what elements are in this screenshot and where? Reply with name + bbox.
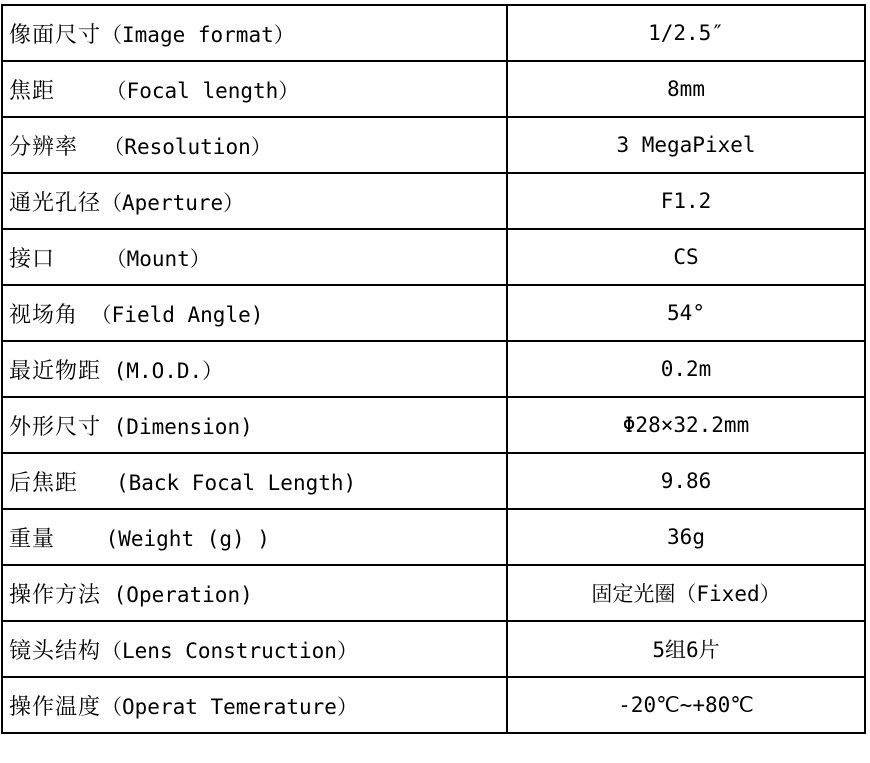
- spec-value: [507, 229, 865, 285]
- spec-value: [507, 341, 865, 397]
- spec-value-text: Φ28×32.2mm: [622, 412, 750, 437]
- spec-label-cn: 通光孔径: [9, 190, 102, 216]
- spec-value-text: -20℃~+80℃: [618, 692, 754, 717]
- spec-label-en: (Operation): [101, 582, 253, 607]
- spec-value: [507, 509, 865, 565]
- spec-label-en: （Image format）: [101, 22, 295, 47]
- spec-row-resolution: [2, 117, 865, 173]
- spec-label: [2, 565, 507, 621]
- spec-label-cn: 操作温度: [9, 694, 102, 720]
- spec-label-cn: 焦距: [9, 78, 56, 104]
- spec-value: [507, 117, 865, 173]
- spec-label-cn: 像面尺寸: [9, 22, 102, 48]
- spec-label-cn: 重量: [9, 526, 56, 552]
- spec-value: [507, 5, 865, 61]
- spec-row-image-format: [2, 5, 865, 61]
- spec-value-text: 5组6片: [652, 638, 720, 662]
- spec-value: [507, 397, 865, 453]
- spec-label-en: （Aperture）: [101, 190, 245, 215]
- spec-value: [507, 621, 865, 677]
- spec-label-en: (Back Focal Length): [78, 470, 357, 495]
- spec-value-text: 1/2.5″: [648, 20, 724, 45]
- spec-label-cn: 操作方法: [9, 582, 102, 608]
- spec-value: [507, 285, 865, 341]
- spec-label: [2, 285, 507, 341]
- spec-row-dimension: [2, 397, 865, 453]
- spec-row-field-angle: [2, 285, 865, 341]
- spec-label: [2, 5, 507, 61]
- spec-label: [2, 229, 507, 285]
- spec-label-cn: 分辨率: [9, 134, 79, 160]
- spec-label-cn: 接口: [9, 246, 56, 272]
- spec-label: [2, 453, 507, 509]
- spec-value-text: 0.2m: [660, 356, 712, 381]
- spec-row-back-focal-length: [2, 453, 865, 509]
- spec-label-cn: 外形尺寸: [9, 414, 102, 440]
- spec-value: [507, 173, 865, 229]
- spec-row-aperture: [2, 173, 865, 229]
- spec-label-en: （Operat Temerature）: [101, 694, 358, 719]
- spec-label-en: (M.O.D.）: [101, 358, 224, 383]
- spec-value: [507, 677, 865, 733]
- spec-label: [2, 397, 507, 453]
- spec-value-text: 36g: [667, 524, 705, 549]
- spec-row-operating-temperature: [2, 677, 865, 733]
- spec-value-text: 3 MegaPixel: [616, 132, 756, 157]
- spec-row-weight: [2, 509, 865, 565]
- spec-value: [507, 61, 865, 117]
- spec-row-focal-length: [2, 61, 865, 117]
- spec-label: [2, 341, 507, 397]
- spec-label: [2, 173, 507, 229]
- spec-label-cn: 镜头结构: [9, 638, 102, 664]
- spec-label: [2, 117, 507, 173]
- spec-value-text: F1.2: [660, 188, 712, 213]
- spec-row-operation: [2, 565, 865, 621]
- spec-value: [507, 453, 865, 509]
- spec-value-text: 8mm: [667, 76, 705, 101]
- spec-label-cn: 最近物距: [9, 358, 102, 384]
- spec-label-cn: 视场角: [9, 302, 79, 328]
- spec-label-en: （Field Angle): [78, 302, 264, 327]
- spec-label-cn: 后焦距: [9, 470, 79, 496]
- lens-spec-table: [1, 4, 866, 734]
- spec-label-en: （Mount）: [55, 246, 211, 271]
- spec-label-en: （Resolution）: [78, 134, 272, 159]
- spec-label: [2, 621, 507, 677]
- spec-value: [507, 565, 865, 621]
- spec-label: [2, 61, 507, 117]
- spec-label-en: （Lens Construction）: [101, 638, 358, 663]
- spec-value-text: 54°: [667, 300, 705, 325]
- spec-label: [2, 677, 507, 733]
- spec-value-text: 9.86: [660, 468, 712, 493]
- spec-row-mod: [2, 341, 865, 397]
- spec-row-lens-construction: [2, 621, 865, 677]
- spec-value-text: CS: [673, 244, 699, 269]
- spec-value-text: 固定光圈（Fixed）: [591, 582, 781, 606]
- spec-label-en: (Dimension): [101, 414, 253, 439]
- spec-label-en: (Weight (g) ): [55, 526, 270, 551]
- spec-row-mount: [2, 229, 865, 285]
- spec-label-en: （Focal length）: [55, 78, 300, 103]
- spec-label: [2, 509, 507, 565]
